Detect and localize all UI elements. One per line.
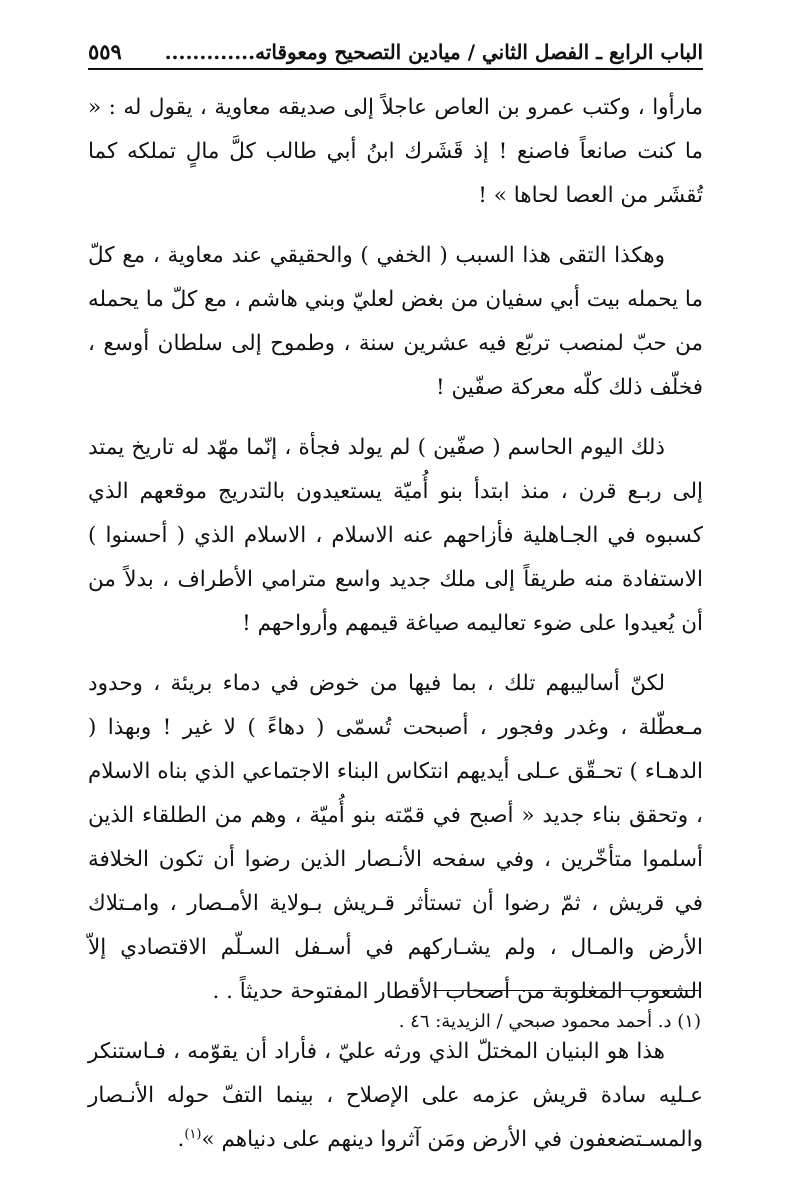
footnote-marker: (١) (184, 1126, 202, 1142)
paragraph-5 (88, 1030, 703, 1162)
paragraph-1: مارأوا ، وكتب عمرو بن العاص عاجلاً إلى صديقه معاوية ، يقول له : « ما كنت صانعاً فاصنع ! إذ قَشَرك ابنُ أبي طالب كلَّ مالٍ تملكه كما تُقشَر من العصا لحاها » ! (88, 95, 703, 208)
paragraph-5-text: هذا هو البنيان المختلّ الذي ورثه عليّ ، فأراد أن يقوّمه ، فـاستنكر عـليه سادة قريش عزمه على الإصلاح ، بينما التفّ حوله الأنـصار والمسـتضعفون في الأرض ومَن آثروا دينهم على دنياهم » (88, 1039, 703, 1152)
paragraph-2: وهكذا التقى هذا السبب ( الخفي ) والحقيقي عند معاوية ، مع كلّ ما يحمله بيت أبي سفيان من بغض لعليّ وبني هاشم ، مع كلّ ما يحمله من حبّ لمنصب تربّع فيه عشرين سنة ، وطموح إلى سلطان أوسع ، فخلّف ذلك كلّه معركة صفّين ! (88, 243, 703, 400)
footnote-divider (433, 990, 701, 991)
page-number: ٥٥٩ (88, 39, 122, 64)
footnote: (١) د. أحمد محمود صبحي / الزيدية: ٤٦ . (398, 1011, 701, 1032)
paragraph-3: ذلك اليوم الحاسم ( صفّين ) لم يولد فجأة ، إنّما مهّد له تاريخ يمتد إلى ربـع قرن ، منذ ابتدأ بنو أُميّة يستعيدون بالتدريج موقعهم الذي كسبوه في الجـاهلية فأزاحهم عنه الاسلام ، الاسلام الذي ( أحسنوا ) الاستفادة منه طريقاً إلى ملك جديد واسع مترامي الأطراف ، بدلاً من أن يُعيدوا على ضوء تعاليمه صياغة قيمهم وأرواحهم ! (88, 435, 703, 636)
running-header (88, 30, 703, 70)
paragraph-5-end: . (177, 1127, 185, 1152)
chapter-title: الباب الرابع ـ الفصل الثاني / ميادين التصحيح ومعوقاته............. (164, 40, 703, 64)
paragraph-4: لكنّ أساليبهم تلك ، بما فيها من خوض في دماء بريئة ، وحدود مـعطّلة ، وغدر وفجور ، أصبحت تُسمّى ( دهاءً ) لا غير ! وبهذا ( الدهـاء ) تحـقّق عـلى أيديهم انتكاس البناء الاجتماعي الذي بناه الاسلام ، وتحقق بناء جديد « أصبح في قمّته بنو أُميّة ، وهم من الطلقاء الذين أسلموا متأخّرين ، وفي سفحه الأنـصار الذين رضوا أن تكون الخلافة في قريش ، ثمّ رضوا أن تستأثر قـريش بـولاية الأمـصار ، وامـتلاك الأرض والمـال ، ولم يشـاركهم في أسـفل السـلّم الاقتصادي إلاّ الشعوب المغلوبة من أصحاب الأقطار المفتوحة حديثاً . . (88, 671, 703, 1004)
